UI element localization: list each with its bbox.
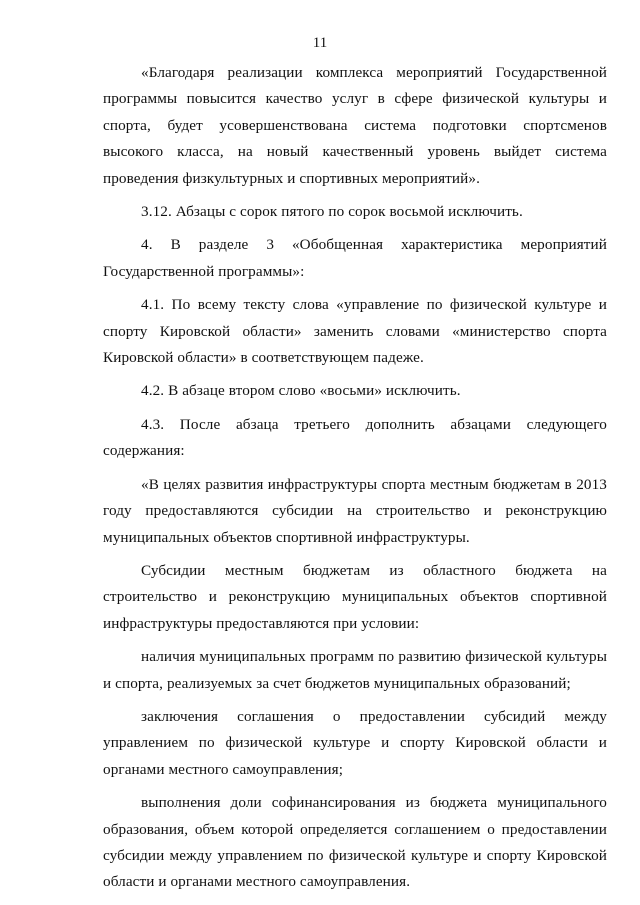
paragraph-11: выполнения доли софинансирования из бюджета муниципального образования, объем которой определяется соглашением о предоставлении субсидии между управлением по физической культуре и спорту Кировской области и органами местного самоуправления. (103, 794, 607, 891)
document-body (103, 60, 607, 903)
paragraph-6: 4.3. После абзаца третьего дополнить абзацами следующего содержания: (103, 415, 607, 460)
paragraph-2: 3.12. Абзацы с сорок пятого по сорок восьмой исключить. (141, 203, 523, 221)
paragraph-10: заключения соглашения о предоставлении субсидий между управлением по физической культуре и спорту Кировской области и органами местного самоуправления; (103, 707, 607, 778)
paragraph-5: 4.2. В абзаце втором слово «восьми» исключить. (141, 382, 461, 400)
paragraph-9: наличия муниципальных программ по развитию физической культуры и спорта, реализуемых за счет бюджетов муниципальных образований; (103, 648, 607, 692)
paragraph-1: «Благодаря реализации комплекса мероприятий Государственной программы повысится качество услуг в сфере физической культуры и спорта, будет усовершенствована система подготовки спортсменов высокого класса, на новый качественный уровень выйдет система проведения физкультурных и спортивных мероприятий». (103, 64, 607, 187)
paragraph-7: «В целях развития инфраструктуры спорта местным бюджетам в 2013 году предоставляются субсидии на строительство и реконструкцию муниципальных объектов спортивной инфраструктуры. (103, 475, 607, 546)
page-number: 11 (312, 35, 328, 51)
paragraph-8: Субсидии местным бюджетам из областного бюджета на строительство и реконструкцию муниципальных объектов спортивной инфраструктуры предоставляются при условии: (103, 561, 607, 632)
paragraph-4: 4.1. По всему тексту слова «управление по физической культуре и спорту Кировской области» заменить словами «министерство спорта Кировской области» в соответствующем падеже. (103, 296, 607, 367)
paragraph-3: 4. В разделе 3 «Обобщенная характеристика мероприятий Государственной программы»: (103, 236, 607, 280)
